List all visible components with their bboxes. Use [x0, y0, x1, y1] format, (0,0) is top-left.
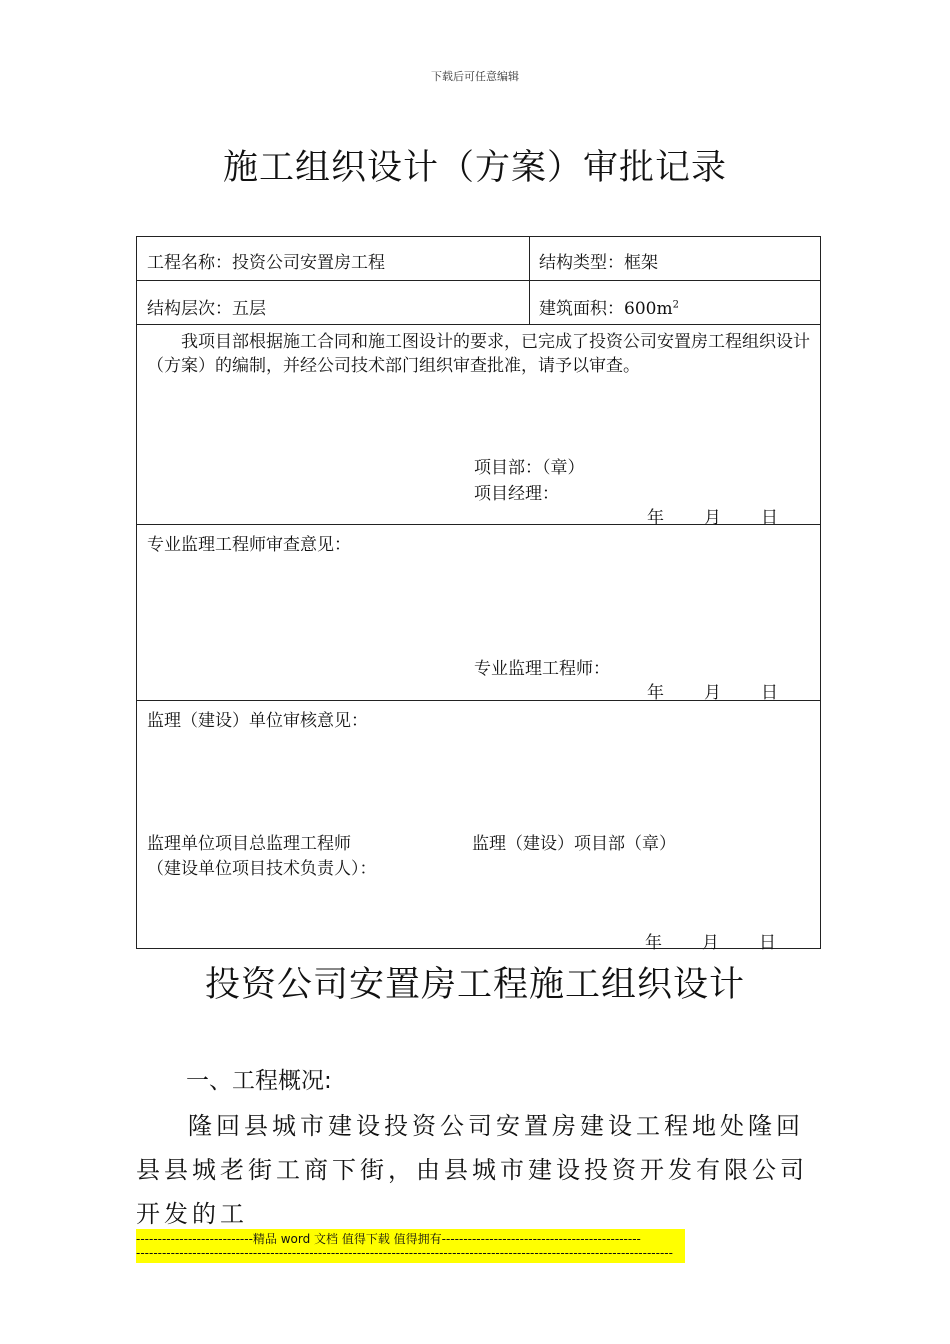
column-divider: [529, 237, 530, 324]
footer-line1: ---------------------------精品 word 文档 值得下载 值得拥有----------------------------------------------: [136, 1232, 641, 1246]
date-line: [647, 678, 778, 703]
footer-line2: ----------------------------------------------------------------------------------------------------------------------------: [136, 1246, 673, 1260]
day-label: 日: [761, 683, 778, 703]
section-paragraph: 隆回县城市建设投资公司安置房建设工程地处隆回县县城老街工商下街，由县城市建设投资开发有限公司开发的工: [136, 1112, 808, 1228]
structure-floors: 结构层次：五层: [147, 299, 266, 319]
project-manager-sign: 项目经理：: [474, 484, 559, 504]
approval-table: [136, 236, 821, 953]
page-title: 施工组织设计（方案）审批记录: [222, 148, 727, 188]
day-label: 日: [759, 933, 776, 953]
day-label: 日: [761, 508, 778, 528]
project-name: 工程名称：投资公司安置房工程: [147, 253, 385, 273]
date-line: [645, 928, 776, 953]
section-heading: 一、工程概况:: [186, 1068, 332, 1094]
unit-opinion-label: 监理（建设）单位审核意见：: [147, 711, 368, 731]
month-label: 月: [704, 683, 721, 703]
engineer-opinion-label: 专业监理工程师审查意见：: [147, 535, 351, 555]
engineer-sign: 专业监理工程师：: [474, 659, 610, 679]
unit-stamp: 监理（建设）项目部（章）: [472, 834, 676, 854]
month-label: 月: [704, 508, 721, 528]
document-title: 投资公司安置房工程施工组织设计: [204, 965, 745, 1005]
year-label: 年: [645, 933, 662, 953]
request-text: 我项目部根据施工合同和施工图设计的要求，已完成了投资公司安置房工程组织设计（方案）的编制，并经公司技术部门组织审查批准，请予以审查。: [147, 332, 810, 376]
header-note: 下载后可任意编辑: [431, 70, 519, 83]
project-dept-stamp: 项目部：（章）: [474, 458, 585, 478]
building-area: 建筑面积：$600m^2$: [539, 299, 679, 319]
row-divider: [137, 324, 820, 325]
year-label: 年: [647, 683, 664, 703]
structure-type: 结构类型：框架: [539, 253, 658, 273]
chief-engineer-line2: （建设单位项目技术负责人）：: [147, 859, 377, 879]
year-label: 年: [647, 508, 664, 528]
date-line: [647, 503, 778, 528]
chief-engineer-line1: 监理单位项目总监理工程师: [147, 834, 351, 854]
month-label: 月: [702, 933, 719, 953]
footer-banner: [136, 1229, 685, 1263]
row-divider: [137, 280, 820, 281]
